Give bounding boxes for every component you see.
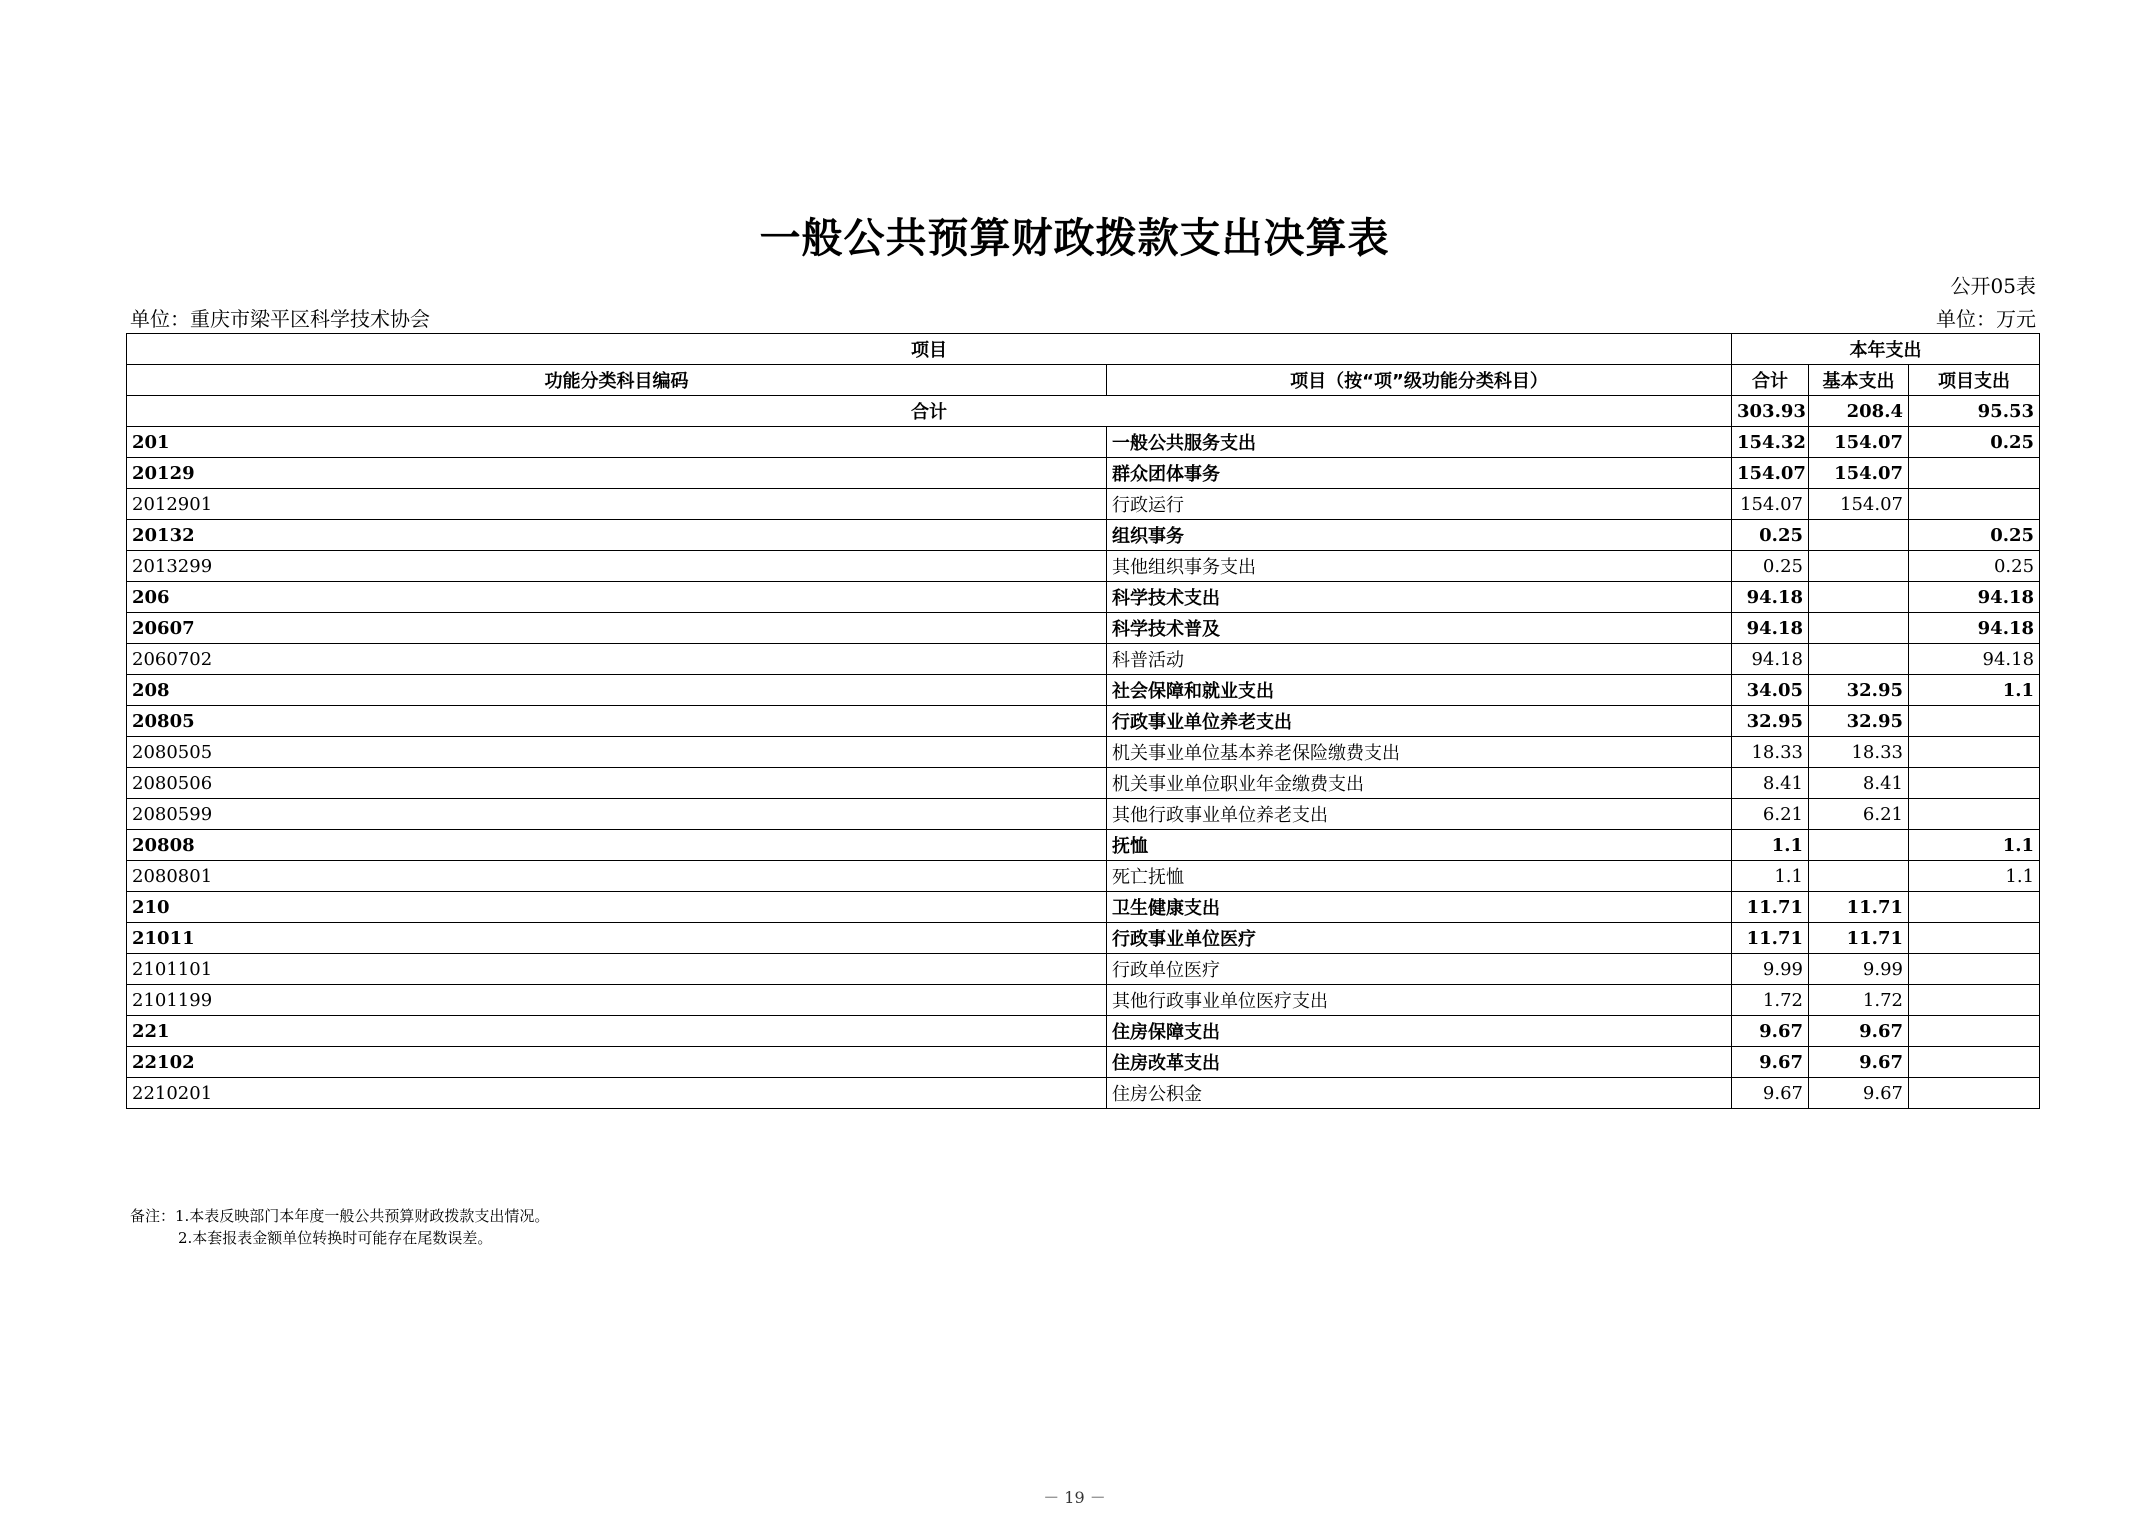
row-name: 其他行政事业单位养老支出: [1107, 799, 1732, 830]
row-code: 20132: [127, 520, 1107, 551]
row-total: 154.32: [1732, 427, 1809, 458]
row-code: 20808: [127, 830, 1107, 861]
row-name: 住房改革支出: [1107, 1047, 1732, 1078]
budget-table: [126, 333, 2040, 1109]
form-number: 公开05表: [1950, 274, 2036, 298]
row-basic: 32.95: [1809, 706, 1909, 737]
table-row: [127, 520, 2040, 551]
row-total: 94.18: [1732, 582, 1809, 613]
row-name: 卫生健康支出: [1107, 892, 1732, 923]
row-program: 0.25: [1909, 520, 2040, 551]
row-total: 9.67: [1732, 1078, 1809, 1109]
total-program: 95.53: [1909, 396, 2040, 427]
row-total: 154.07: [1732, 489, 1809, 520]
row-basic: 154.07: [1809, 427, 1909, 458]
row-code: 2060702: [127, 644, 1107, 675]
row-name: 行政单位医疗: [1107, 954, 1732, 985]
row-name: 行政事业单位养老支出: [1107, 706, 1732, 737]
row-program: [1909, 923, 2040, 954]
row-total: 1.1: [1732, 830, 1809, 861]
row-code: 2101199: [127, 985, 1107, 1016]
row-program: [1909, 1016, 2040, 1047]
row-code: 206: [127, 582, 1107, 613]
row-code: 2080801: [127, 861, 1107, 892]
row-program: [1909, 892, 2040, 923]
row-code: 2080505: [127, 737, 1107, 768]
row-name: 社会保障和就业支出: [1107, 675, 1732, 706]
row-name: 机关事业单位职业年金缴费支出: [1107, 768, 1732, 799]
row-basic: [1809, 613, 1909, 644]
header-row-1: [127, 334, 2040, 365]
table-row: [127, 706, 2040, 737]
row-program: [1909, 1078, 2040, 1109]
row-name: 一般公共服务支出: [1107, 427, 1732, 458]
table-row: [127, 675, 2040, 706]
table-row: [127, 830, 2040, 861]
row-name: 科普活动: [1107, 644, 1732, 675]
row-total: 9.67: [1732, 1016, 1809, 1047]
row-name: 其他组织事务支出: [1107, 551, 1732, 582]
row-basic: 32.95: [1809, 675, 1909, 706]
row-name: 住房保障支出: [1107, 1016, 1732, 1047]
notes: [130, 1205, 549, 1249]
row-basic: [1809, 551, 1909, 582]
header-total: 合计: [1732, 365, 1809, 396]
row-program: [1909, 1047, 2040, 1078]
row-name: 死亡抚恤: [1107, 861, 1732, 892]
row-basic: 9.67: [1809, 1078, 1909, 1109]
row-code: 2080599: [127, 799, 1107, 830]
row-code: 208: [127, 675, 1107, 706]
table-row: [127, 799, 2040, 830]
row-code: 20805: [127, 706, 1107, 737]
row-basic: 9.99: [1809, 954, 1909, 985]
row-basic: 154.07: [1809, 458, 1909, 489]
row-name: 其他行政事业单位医疗支出: [1107, 985, 1732, 1016]
row-code: 201: [127, 427, 1107, 458]
row-total: 1.1: [1732, 861, 1809, 892]
row-code: 2012901: [127, 489, 1107, 520]
row-total: 8.41: [1732, 768, 1809, 799]
header-code: 功能分类科目编码: [127, 365, 1107, 396]
row-program: 94.18: [1909, 613, 2040, 644]
table-row: [127, 1047, 2040, 1078]
row-basic: 11.71: [1809, 923, 1909, 954]
table-row: [127, 613, 2040, 644]
row-total: 11.71: [1732, 923, 1809, 954]
table-row: [127, 954, 2040, 985]
total-total: 303.93: [1732, 396, 1809, 427]
header-program: 项目支出: [1909, 365, 2040, 396]
table-row: [127, 1078, 2040, 1109]
row-program: 1.1: [1909, 830, 2040, 861]
table-row: [127, 768, 2040, 799]
table-row: [127, 489, 2040, 520]
row-basic: 6.21: [1809, 799, 1909, 830]
row-program: [1909, 768, 2040, 799]
row-program: 1.1: [1909, 675, 2040, 706]
row-basic: 154.07: [1809, 489, 1909, 520]
table-row: [127, 1016, 2040, 1047]
page-title: 一般公共预算财政拨款支出决算表: [759, 214, 1390, 262]
row-name: 组织事务: [1107, 520, 1732, 551]
total-basic: 208.4: [1809, 396, 1909, 427]
row-code: 2013299: [127, 551, 1107, 582]
row-total: 94.18: [1732, 644, 1809, 675]
row-name: 科学技术普及: [1107, 613, 1732, 644]
row-name: 行政运行: [1107, 489, 1732, 520]
row-program: 0.25: [1909, 551, 2040, 582]
row-basic: [1809, 861, 1909, 892]
row-program: 94.18: [1909, 582, 2040, 613]
row-program: [1909, 706, 2040, 737]
table-row: [127, 644, 2040, 675]
row-total: 11.71: [1732, 892, 1809, 923]
row-program: 1.1: [1909, 861, 2040, 892]
row-code: 20129: [127, 458, 1107, 489]
row-total: 94.18: [1732, 613, 1809, 644]
row-code: 20607: [127, 613, 1107, 644]
row-total: 6.21: [1732, 799, 1809, 830]
table-row: [127, 737, 2040, 768]
row-basic: [1809, 520, 1909, 551]
row-basic: 1.72: [1809, 985, 1909, 1016]
table-row: [127, 551, 2040, 582]
header-item: 项目（按“项”级功能分类科目）: [1107, 365, 1732, 396]
row-total: 0.25: [1732, 551, 1809, 582]
total-row: [127, 396, 2040, 427]
row-total: 32.95: [1732, 706, 1809, 737]
row-total: 154.07: [1732, 458, 1809, 489]
row-basic: 8.41: [1809, 768, 1909, 799]
row-basic: 11.71: [1809, 892, 1909, 923]
row-basic: 9.67: [1809, 1016, 1909, 1047]
row-code: 2080506: [127, 768, 1107, 799]
page-number: － 19 －: [1043, 1488, 1106, 1507]
table-row: [127, 861, 2040, 892]
total-label: 合计: [127, 396, 1732, 427]
note-line-1: 备注：1.本表反映部门本年度一般公共预算财政拨款支出情况。: [130, 1207, 550, 1225]
header-current-year: 本年支出: [1732, 334, 2040, 365]
row-program: [1909, 737, 2040, 768]
table-row: [127, 985, 2040, 1016]
row-total: 0.25: [1732, 520, 1809, 551]
row-code: 2210201: [127, 1078, 1107, 1109]
row-program: [1909, 985, 2040, 1016]
organization-unit: 单位：重庆市梁平区科学技术协会: [130, 307, 430, 331]
row-basic: 9.67: [1809, 1047, 1909, 1078]
row-name: 机关事业单位基本养老保险缴费支出: [1107, 737, 1732, 768]
note-line-2: 2.本套报表金额单位转换时可能存在尾数误差。: [178, 1229, 493, 1247]
row-code: 21011: [127, 923, 1107, 954]
row-code: 221: [127, 1016, 1107, 1047]
row-name: 群众团体事务: [1107, 458, 1732, 489]
row-code: 22102: [127, 1047, 1107, 1078]
row-name: 行政事业单位医疗: [1107, 923, 1732, 954]
row-name: 科学技术支出: [1107, 582, 1732, 613]
currency-unit: 单位：万元: [1936, 307, 2036, 331]
row-program: 0.25: [1909, 427, 2040, 458]
row-name: 抚恤: [1107, 830, 1732, 861]
header-row-2: [127, 365, 2040, 396]
header-project: 项目: [127, 334, 1732, 365]
row-program: [1909, 954, 2040, 985]
row-basic: [1809, 644, 1909, 675]
table-row: [127, 582, 2040, 613]
row-code: 210: [127, 892, 1107, 923]
table-row: [127, 458, 2040, 489]
header-basic: 基本支出: [1809, 365, 1909, 396]
table-row: [127, 427, 2040, 458]
row-program: [1909, 799, 2040, 830]
row-code: 2101101: [127, 954, 1107, 985]
row-program: [1909, 489, 2040, 520]
row-name: 住房公积金: [1107, 1078, 1732, 1109]
row-basic: [1809, 830, 1909, 861]
row-total: 18.33: [1732, 737, 1809, 768]
row-total: 9.99: [1732, 954, 1809, 985]
table-row: [127, 923, 2040, 954]
row-program: 94.18: [1909, 644, 2040, 675]
row-total: 1.72: [1732, 985, 1809, 1016]
row-total: 9.67: [1732, 1047, 1809, 1078]
row-total: 34.05: [1732, 675, 1809, 706]
row-basic: 18.33: [1809, 737, 1909, 768]
table-row: [127, 892, 2040, 923]
row-basic: [1809, 582, 1909, 613]
row-program: [1909, 458, 2040, 489]
